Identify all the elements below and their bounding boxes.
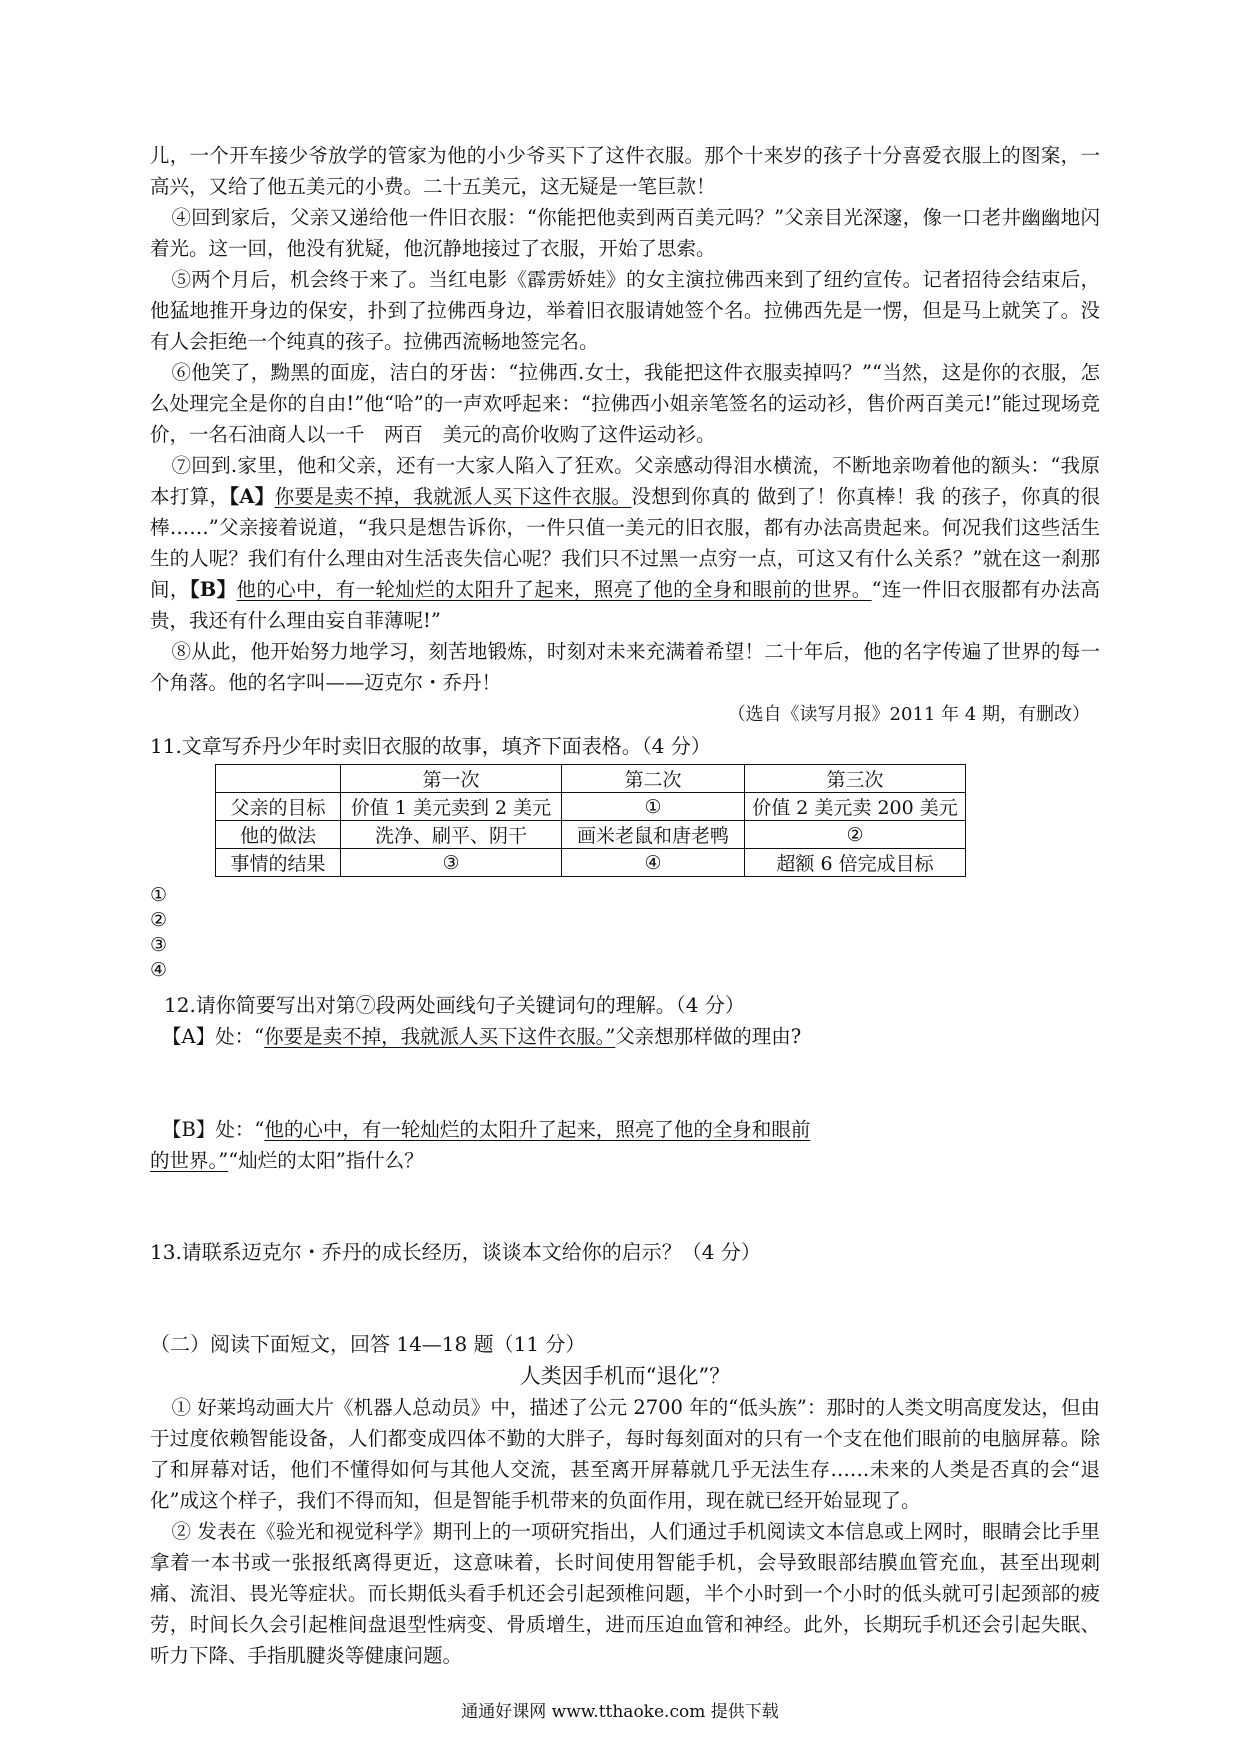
table-cell: 他的做法 xyxy=(216,821,341,849)
table-row xyxy=(216,849,966,877)
article-paragraph-2: ② 发表在《验光和视觉科学》期刊上的一项研究指出，人们通过手机阅读文本信息或上网时，眼睛会比手里拿着一本书或一张报纸离得更近，这意味着，长时间使用智能手机，会导致眼部结膜血管充血，甚至出现刺痛、流泪、畏光等症状。而长期低头看手机还会引起颈椎问题，半个小时到一个小时的低头就可引起颈部的疲劳，时间长久会引起椎间盘退型性病变、骨质增生，进而压迫血管和神经。此外，长期玩手机还会引起失眠、听力下降、手指肌腱炎等健康问题。 xyxy=(150,1520,1100,1667)
question-12a xyxy=(150,1021,1100,1052)
table-cell: 洗净、刷平、阴干 xyxy=(341,821,562,849)
q12b-underlined-1: 他的心中，有一轮灿烂的太阳升了起来，照亮了他的全身和眼前 xyxy=(264,1118,811,1141)
question-12b-line-2 xyxy=(150,1145,1100,1176)
paragraph-7 xyxy=(150,450,1100,636)
paragraph-4: ④回到家后，父亲又递给他一件旧衣服：“你能把他卖到两百美元吗？”父亲目光深邃，像一口老井幽幽地闪着光。这一回，他没有犹疑，他沉静地接过了衣服，开始了思索。 xyxy=(150,206,1100,260)
article-title: 人类因手机而“退化”？ xyxy=(519,1364,731,1388)
table-cell: ③ xyxy=(341,849,562,877)
table-cell: ② xyxy=(745,821,966,849)
q12b-question: “灿烂的太阳”指什么？ xyxy=(228,1149,424,1172)
q12a-underlined: 你要是卖不掉，我就派人买下这件衣服。” xyxy=(264,1025,616,1048)
table-cell: ① xyxy=(562,793,745,821)
table-cell: ④ xyxy=(562,849,745,877)
table-cell: 画米老鼠和唐老鸭 xyxy=(562,821,745,849)
answer-table xyxy=(215,764,966,877)
document-page xyxy=(150,140,1100,1671)
answer-2: ② xyxy=(150,909,168,931)
table-cell: 第三次 xyxy=(745,765,966,793)
paragraph-7-part-b: 没想到你真的 做到了！你真棒！我 的孩子，你真的很棒……”父亲接着说道，“我只是想告诉你，一件只值一美元的旧衣服，都有办法高贵起来。何况我们这些活生生的人呢？我们有什么理由对生活丧失信心呢？我们只不过黑一点穷一点，可这又有什么关系？”就在这一刹那间， xyxy=(150,485,1100,601)
table-cell: 第一次 xyxy=(341,765,562,793)
paragraph-7-part-c: “连一件旧衣服都有办法高贵，我还有什么理由妄自菲薄呢!” xyxy=(150,578,1100,632)
table-cell: 超额 6 倍完成目标 xyxy=(745,849,966,877)
question-12: 12.请你简要写出对第⑦段两处画线句子关键词句的理解。（4 分） xyxy=(164,993,745,1017)
q12a-label: 【A】处：“ xyxy=(162,1025,265,1048)
marker-b: 【B】 xyxy=(189,578,237,601)
paragraph-5: ⑤两个月后，机会终于来了。当红电影《霹雳娇娃》的女主演拉佛西来到了纽约宣传。记者招待会结束后，他猛地推开身边的保安，扑到了拉佛西身边，举着旧衣服请她签个名。拉佛西先是一愣，但是马上就笑了。没有人会拒绝一个纯真的孩子。拉佛西流畅地签完名。 xyxy=(150,268,1100,353)
paragraph-continued: 儿，一个开车接少爷放学的管家为他的小少爷买下了这件衣服。那个十来岁的孩子十分喜爱衣服上的图案，一高兴，又给了他五美元的小费。二十五美元，这无疑是一笔巨款！ xyxy=(150,144,1100,198)
question-11: 11.文章写乔丹少年时卖旧衣服的故事，填齐下面表格。（4 分） xyxy=(150,734,711,758)
page-footer: 通通好课网 www.tthaoke.com 提供下载 xyxy=(461,1702,779,1722)
table-cell xyxy=(216,765,341,793)
table-row xyxy=(216,821,966,849)
underlined-sentence-b: 他的心中，有一轮灿烂的太阳升了起来，照亮了他的全身和眼前的世界。 xyxy=(236,578,872,601)
table-cell: 父亲的目标 xyxy=(216,793,341,821)
question-13: 13.请联系迈克尔・乔丹的成长经历，谈谈本文给你的启示？（4 分） xyxy=(150,1240,761,1264)
marker-a: 【A】 xyxy=(229,485,275,508)
answer-lines xyxy=(150,883,1100,983)
table-cell: 第二次 xyxy=(562,765,745,793)
article-paragraph-1: ① 好莱坞动画大片《机器人总动员》中，描述了公元 2700 年的“低头族”：那时的人类文明高度发达，但由于过度依赖智能设备，人们都变成四体不勤的大胖子，每时每刻面对的只有一个支在他们眼前的电脑屏幕。除了和屏幕对话，他们不懂得如何与其他人交流，甚至离开屏幕就几乎无法生存……未来的人类是否真的会“退化”成这个样子，我们不得而知，但是智能手机带来的负面作用，现在就已经开始显现了。 xyxy=(150,1396,1100,1512)
answer-4: ④ xyxy=(150,959,168,981)
table-cell: 价值 2 美元卖 200 美元 xyxy=(745,793,966,821)
table-header-row xyxy=(216,765,966,793)
table-cell: 价值 1 美元卖到 2 美元 xyxy=(341,793,562,821)
paragraph-6: ⑥他笑了，黝黑的面庞，洁白的牙齿：“拉佛西.女士，我能把这件衣服卖掉吗？”“当然，这是你的衣服，怎么处理完全是你的自由!”他“哈”的一声欢呼起来：“拉佛西小姐亲笔签名的运动衫，售价两百美元!”能过现场竞价，一名石油商人以一千 两百 美元的高价收购了这件运动衫。 xyxy=(150,361,1100,446)
q12b-label: 【B】处：“ xyxy=(162,1118,265,1141)
answer-1: ① xyxy=(150,884,168,906)
answer-3: ③ xyxy=(150,934,168,956)
section-2-heading: （二）阅读下面短文，回答 14—18 题（11 分） xyxy=(150,1332,586,1356)
table-row xyxy=(216,793,966,821)
q12b-underlined-2: 的世界。” xyxy=(150,1149,229,1172)
table-cell: 事情的结果 xyxy=(216,849,341,877)
underlined-sentence-a: 你要是卖不掉，我就派人买下这件衣服。 xyxy=(274,485,632,508)
paragraph-8: ⑧从此，他开始努力地学习，刻苦地锻炼，时刻对未来充满着希望！二十年后，他的名字传遍了世界的每一个角落。他的名字叫——迈克尔・乔丹！ xyxy=(150,640,1100,694)
question-12b xyxy=(150,1114,1100,1145)
source-note: （选自《读写月报》2011 年 4 期，有删改） xyxy=(727,704,1090,725)
paragraph-7-part-a: ⑦回到.家里，他和父亲，还有一大家人陷入了狂欢。父亲感动得泪水横流，不断地亲吻着他的额头：“我原本打算， xyxy=(150,454,1100,508)
q12a-question: 父亲想那样做的理由? xyxy=(615,1025,802,1048)
